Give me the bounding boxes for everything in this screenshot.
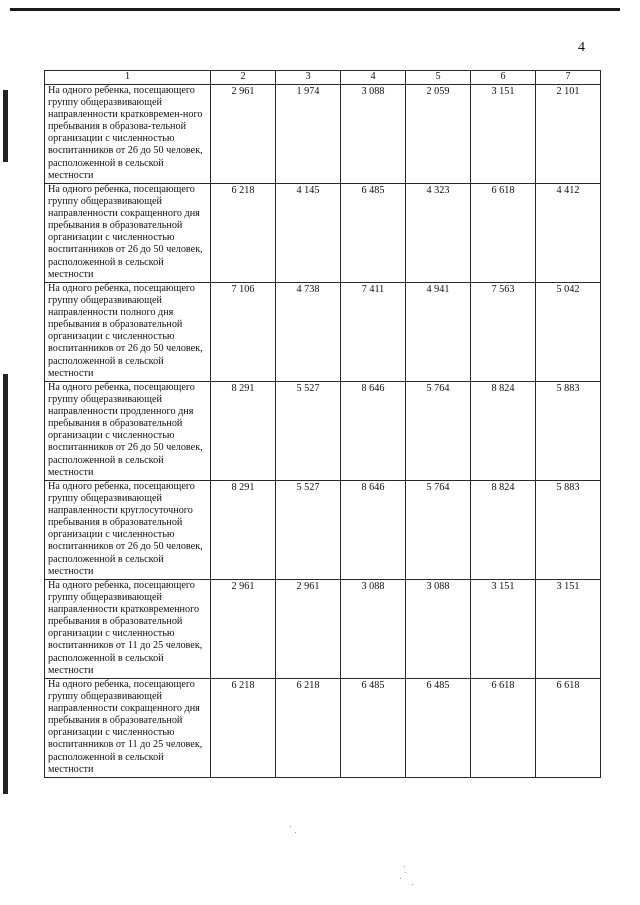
table-row (45, 679, 601, 778)
column-number: 4 (341, 71, 406, 85)
cell-value: 3 151 (471, 580, 536, 679)
top-rule (10, 8, 620, 11)
scan-speck (290, 826, 291, 827)
column-number: 3 (276, 71, 341, 85)
cell-value: 8 291 (211, 481, 276, 580)
table-row (45, 580, 601, 679)
table-row (45, 184, 601, 283)
cell-value: 2 059 (406, 85, 471, 184)
row-description: На одного ребенка, посещающего группу общеразвивающей направленности кратковременного пребывания в образовательной организации с численностью воспитанников от 11 до 25 человек, расположенной в сельской местности (45, 580, 211, 679)
cell-value: 4 738 (276, 283, 341, 382)
table-row (45, 283, 601, 382)
cell-value: 8 291 (211, 382, 276, 481)
scan-edge-mark (3, 90, 8, 162)
cell-value: 5 764 (406, 382, 471, 481)
page-number: 4 (578, 40, 585, 55)
scan-speck (295, 832, 296, 833)
column-number: 7 (536, 71, 601, 85)
cell-value: 8 646 (341, 382, 406, 481)
row-description: На одного ребенка, посещающего группу общеразвивающей направленности сокращенного дня пребывания в образовательной организации с численностью воспитанников от 26 до 50 человек, расположенной в сельской местности (45, 184, 211, 283)
cell-value: 1 974 (276, 85, 341, 184)
cell-value: 4 323 (406, 184, 471, 283)
table-row (45, 481, 601, 580)
column-number: 5 (406, 71, 471, 85)
cell-value: 4 412 (536, 184, 601, 283)
column-number: 2 (211, 71, 276, 85)
cell-value: 5 527 (276, 382, 341, 481)
cell-value: 2 101 (536, 85, 601, 184)
cell-value: 6 618 (536, 679, 601, 778)
cell-value: 7 411 (341, 283, 406, 382)
row-description: На одного ребенка, посещающего группу общеразвивающей направленности сокращенного дня пребывания в образовательной организации с численностью воспитанников от 11 до 25 человек, расположенной в сельской местности (45, 679, 211, 778)
cell-value: 8 646 (341, 481, 406, 580)
cell-value: 5 883 (536, 382, 601, 481)
cell-value: 7 106 (211, 283, 276, 382)
row-description: На одного ребенка, посещающего группу общеразвивающей направленности кратковремен-ного пребывания в образова-тельной организации с численностью воспитанников от 26 до 50 человек, расположенной в сельской местности (45, 85, 211, 184)
cell-value: 2 961 (276, 580, 341, 679)
scan-speck (404, 866, 405, 867)
cell-value: 6 618 (471, 679, 536, 778)
table-row (45, 382, 601, 481)
cell-value: 2 961 (211, 580, 276, 679)
scan-speck (412, 884, 413, 885)
row-description: На одного ребенка, посещающего группу общеразвивающей направленности полного дня пребывания в образовательной организации с численностью воспитанников от 26 до 50 человек, расположенной в сельской местности (45, 283, 211, 382)
cell-value: 2 961 (211, 85, 276, 184)
cell-value: 3 151 (536, 580, 601, 679)
cell-value: 6 218 (211, 679, 276, 778)
cell-value: 4 941 (406, 283, 471, 382)
cell-value: 5 764 (406, 481, 471, 580)
cell-value: 3 088 (341, 580, 406, 679)
scan-speck (405, 872, 406, 873)
cell-value: 8 824 (471, 481, 536, 580)
scan-edge-mark (3, 374, 8, 794)
cell-value: 6 618 (471, 184, 536, 283)
cell-value: 3 151 (471, 85, 536, 184)
cell-value: 6 485 (406, 679, 471, 778)
cell-value: 6 485 (341, 679, 406, 778)
cell-value: 6 485 (341, 184, 406, 283)
cell-value: 3 088 (341, 85, 406, 184)
cell-value: 5 042 (536, 283, 601, 382)
cell-value: 5 883 (536, 481, 601, 580)
table-row (45, 85, 601, 184)
column-number-row (45, 71, 601, 85)
scan-speck (400, 878, 401, 879)
cell-value: 6 218 (211, 184, 276, 283)
tariff-table (44, 70, 601, 778)
cell-value: 6 218 (276, 679, 341, 778)
row-description: На одного ребенка, посещающего группу общеразвивающей направленности круглосуточного пребывания в образовательной организации с численностью воспитанников от 26 до 50 человек, расположенной в сельской местности (45, 481, 211, 580)
cell-value: 3 088 (406, 580, 471, 679)
cell-value: 4 145 (276, 184, 341, 283)
cell-value: 8 824 (471, 382, 536, 481)
cell-value: 5 527 (276, 481, 341, 580)
cell-value: 7 563 (471, 283, 536, 382)
row-description: На одного ребенка, посещающего группу общеразвивающей направленности продленного дня пребывания в образовательной организации с численностью воспитанников от 26 до 50 человек, расположенной в сельской местности (45, 382, 211, 481)
column-number: 6 (471, 71, 536, 85)
column-number: 1 (45, 71, 211, 85)
